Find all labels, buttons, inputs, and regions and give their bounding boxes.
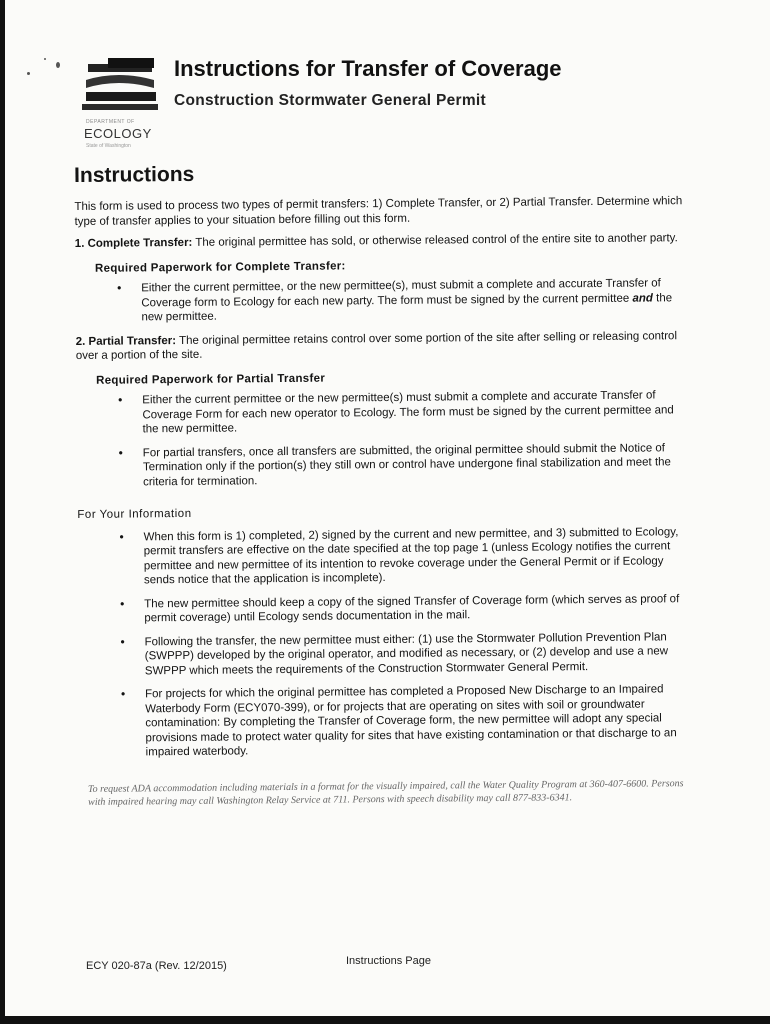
logo-department-text: DEPARTMENT OF <box>86 119 135 125</box>
list-item: • For projects for which the original permittee has completed a Proposed New Discharge to an Impaired Waterbody Form (ECY070-399), or for projects that are operating on sites with soil or groundwater contamination: By completing the Transfer of Coverage form, the new permittee will adopt any special provisions made to protect water quality for sites that have existing contamination or that discharge to an impaired waterbody. <box>145 682 688 760</box>
list-item: • Either the current permittee or the new permittee(s) must submit a complete and accurate Transfer of Coverage Form for each new operator to Ecology. The form must be signed by the current permittee and the new permittee. <box>142 388 684 437</box>
partial-transfer-subhead: Required Paperwork for Partial Transfer <box>96 372 326 387</box>
scan-speck <box>44 58 46 60</box>
instructions-body <box>74 158 688 808</box>
list-item: • For partial transfers, once all transfers are submitted, the original permittee should submit the Notice of Termination only if the portion(s) they still own or control have undergone final stabilization and meet the criteria for termination. <box>143 441 685 490</box>
bullet-text: Either the current permittee, or the new permittee(s), must submit a complete and accurate Transfer of Coverage form to Ecology for each new party. The form must be signed by the current permittee <box>141 277 661 309</box>
intro-paragraph: This form is used to process two types of permit transfers: 1) Complete Transfer, or 2) Partial Transfer. Determine which type of transfer applies to your situation before filling out this form. <box>74 195 683 228</box>
form-number: ECY 020-87a (Rev. 12/2015) <box>86 960 227 972</box>
ecology-logo-mark <box>78 56 160 118</box>
complete-transfer-label: 1. Complete Transfer: <box>74 236 193 250</box>
page-label: Instructions Page <box>346 955 431 967</box>
ada-accommodation-note: To request ADA accommodation including materials in a format for the visually impaired, call the Water Quality Program at 360-407-6600. Persons with impaired hearing may call Washington Relay Service at 711. Persons with speech disability may call 877-833-6341. <box>87 777 684 808</box>
logo-ecology-text: ECOLOGY <box>84 126 152 141</box>
partial-transfer-text: The original permittee retains control over some portion of the site after selling or releasing control over a portion of the site. <box>75 329 678 362</box>
document-header <box>74 48 724 158</box>
instructions-heading: Instructions <box>74 162 195 187</box>
scan-speck <box>56 62 60 68</box>
complete-transfer-text: The original permittee has sold, or otherwise released control of the entire site to another party. <box>195 232 678 249</box>
scan-speck <box>27 72 30 75</box>
complete-transfer-paragraph <box>75 231 683 251</box>
scan-edge-bottom <box>0 1016 770 1024</box>
bullet-text: the new permittee. <box>141 291 673 324</box>
partial-transfer-list <box>76 388 685 490</box>
list-item <box>141 276 683 325</box>
document-title: Instructions for Transfer of Coverage <box>174 56 562 81</box>
document-subtitle: Construction Stormwater General Permit <box>174 92 486 109</box>
logo-state-text: State of Washington <box>86 143 131 149</box>
list-item: • The new permittee should keep a copy of the signed Transfer of Coverage form (which serves as proof of permit coverage) until Ecology sends documentation in the mail. <box>144 592 686 626</box>
fyi-list <box>78 525 688 761</box>
scan-edge-left <box>0 0 5 1024</box>
emphasis-and: and <box>632 291 653 305</box>
complete-transfer-subhead: Required Paperwork for Complete Transfer: <box>94 259 346 275</box>
ecology-logo <box>78 56 160 149</box>
list-item: • Following the transfer, the new permittee must either: (1) use the Stormwater Pollution Prevention Plan (SWPPP) developed by the original operator, and modified as necessary, or (2) develop and use a new SWPPP which meets the requirements of the Construction Stormwater General Permit. <box>145 630 687 679</box>
partial-transfer-paragraph <box>76 329 684 364</box>
partial-transfer-label: 2. Partial Transfer: <box>75 334 177 348</box>
fyi-heading: For Your Information <box>77 507 192 521</box>
complete-transfer-list <box>75 276 683 325</box>
list-item: • When this form is 1) completed, 2) signed by the current and new permittee, and 3) submitted to Ecology, permit transfers are effective on the date specified at the top page 1 (unless Ecology notifies the current permittee and new permittee of its intention to revoke coverage under the General Permit or if Ecology sends notice that the application is incomplete). <box>144 525 687 588</box>
